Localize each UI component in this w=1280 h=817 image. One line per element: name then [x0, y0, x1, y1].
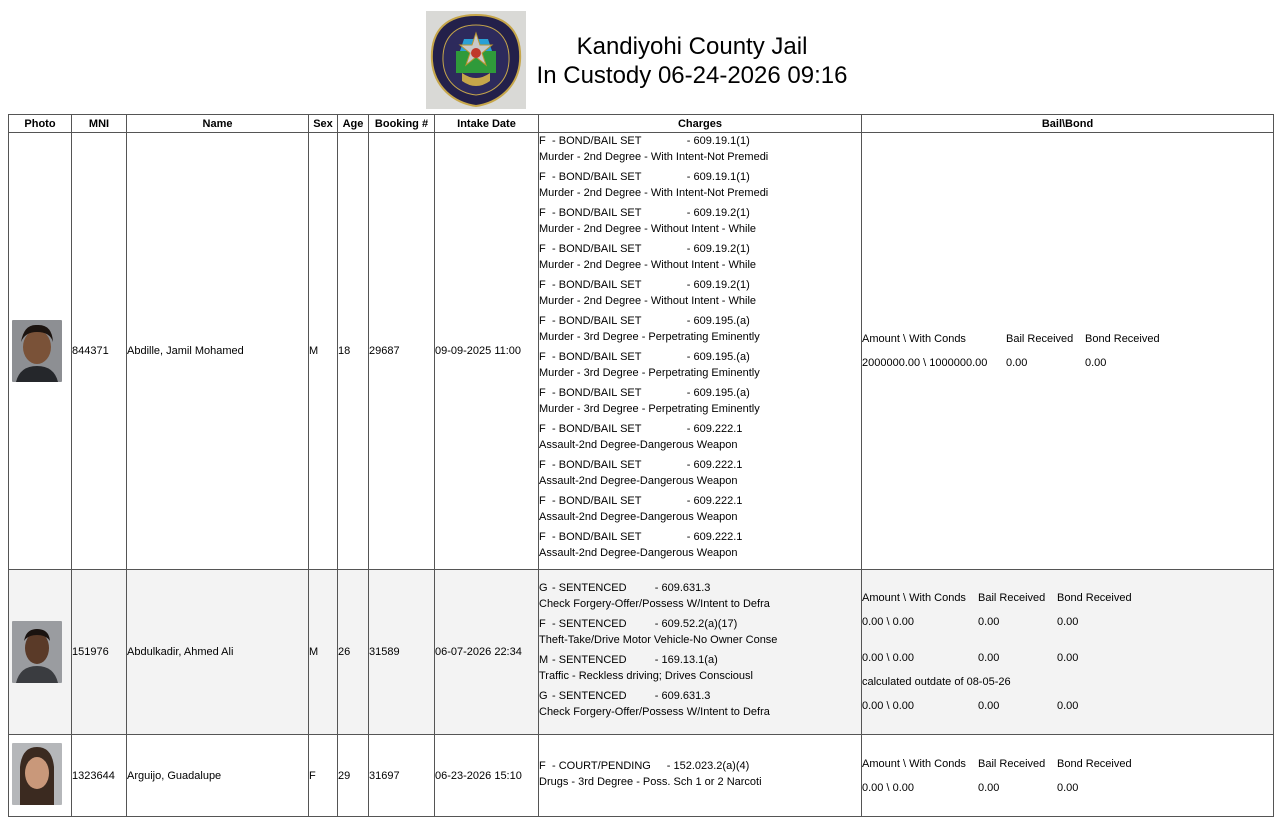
charge-status: BOND/BAIL SET	[558, 531, 642, 543]
charge-level: F	[539, 618, 546, 630]
bail-amount-header: Amount \ With Conds	[862, 757, 966, 770]
bail-received-header: Bail Received	[978, 757, 1046, 770]
charges-cell	[539, 570, 862, 735]
charge-status: BOND/BAIL SET	[558, 135, 642, 147]
col-header-photo: Photo	[9, 115, 72, 133]
charge-description: Murder - 2nd Degree - Without Intent - While	[539, 259, 757, 271]
charge-item: G - SENTENCED - 609.631.3 Check Forgery-Offer/Possess W/Intent to Defra	[539, 688, 861, 720]
col-header-sex: Sex	[309, 115, 338, 133]
charge-level: F	[539, 495, 546, 507]
table-header-row	[9, 115, 1274, 133]
charge-item: F - BOND/BAIL SET - 609.222.1 Assault-2nd Degree-Dangerous Weapon	[539, 421, 861, 453]
charge-item: F - BOND/BAIL SET - 609.195.(a) Murder - 3rd Degree - Perpetrating Eminently	[539, 349, 861, 381]
charge-status: SENTENCED	[558, 654, 627, 666]
bail-amount: 0.00 \ 0.00	[862, 616, 914, 628]
bail-header-row	[862, 586, 1273, 610]
report-header	[0, 0, 1280, 114]
charge-description: Murder - 2nd Degree - Without Intent - While	[539, 223, 757, 235]
bail-header-row	[862, 752, 1273, 776]
charge-statute: 609.195.(a)	[693, 351, 750, 363]
jail-name: Kandiyohi County Jail	[576, 33, 808, 60]
charge-statute: 609.19.1(1)	[693, 171, 750, 183]
intake-date-cell: 06-23-2026 15:10	[435, 735, 539, 817]
col-header-intake-date: Intake Date	[435, 115, 539, 133]
charge-statute: 169.13.1(a)	[661, 654, 718, 666]
charge-item: M - SENTENCED - 169.13.1(a) Traffic - Reckless driving; Drives Consciousl	[539, 652, 861, 684]
charge-item: F - BOND/BAIL SET - 609.195.(a) Murder - 3rd Degree - Perpetrating Eminently	[539, 385, 861, 417]
age-cell: 18	[338, 133, 369, 570]
bail-amount-header: Amount \ With Conds	[862, 592, 966, 604]
age-cell: 26	[338, 570, 369, 735]
bail-received: 0.00	[978, 700, 1000, 712]
charge-description: Murder - 3rd Degree - Perpetrating Eminently	[539, 331, 760, 343]
charge-level: M	[539, 654, 549, 666]
bail-received: 0.00	[978, 616, 1000, 628]
booking-cell: 31589	[369, 570, 435, 735]
charge-level: G	[539, 582, 548, 594]
bond-received: 0.00	[1057, 700, 1079, 712]
table-row	[9, 133, 1274, 570]
charge-level: F	[539, 387, 546, 399]
bond-received-header: Bond Received	[1057, 592, 1132, 604]
col-header-charges: Charges	[539, 115, 862, 133]
bond-received-header: Bond Received	[1085, 333, 1160, 345]
charge-item: F - BOND/BAIL SET - 609.222.1 Assault-2nd Degree-Dangerous Weapon	[539, 457, 861, 489]
charge-statute: 609.631.3	[661, 582, 711, 594]
charge-description: Traffic - Reckless driving; Drives Consciousl	[539, 670, 753, 682]
charge-status: SENTENCED	[558, 582, 627, 594]
age-cell: 29	[338, 735, 369, 817]
col-header-bail-bond: Bail\Bond	[862, 115, 1274, 133]
bail-amount: 0.00 \ 0.00	[862, 781, 914, 794]
sex-cell: F	[309, 735, 338, 817]
bail-row	[862, 776, 1273, 800]
charge-status: BOND/BAIL SET	[558, 279, 642, 291]
bail-row	[862, 694, 1273, 718]
bail-row	[862, 610, 1273, 634]
charge-item: G - SENTENCED - 609.631.3 Check Forgery-Offer/Possess W/Intent to Defra	[539, 580, 861, 612]
col-header-age: Age	[338, 115, 369, 133]
charge-item: F - BOND/BAIL SET - 609.19.1(1) Murder - 2nd Degree - With Intent-Not Premedi	[539, 133, 861, 165]
charge-level: F	[539, 279, 546, 291]
charge-description: Murder - 3rd Degree - Perpetrating Eminently	[539, 367, 760, 379]
charge-level: F	[539, 135, 546, 147]
bond-received-header: Bond Received	[1057, 757, 1132, 770]
name-cell: Abdulkadir, Ahmed Ali	[127, 570, 309, 735]
bail-row	[862, 634, 1273, 646]
charge-status: BOND/BAIL SET	[558, 351, 642, 363]
charge-status: BOND/BAIL SET	[558, 207, 642, 219]
charge-status: COURT/PENDING	[558, 759, 651, 772]
bail-received-header: Bail Received	[978, 592, 1046, 604]
charge-description: Assault-2nd Degree-Dangerous Weapon	[539, 511, 738, 523]
charge-level: F	[539, 207, 546, 219]
charges-cell	[539, 735, 862, 817]
bond-received: 0.00	[1085, 357, 1107, 369]
bail-amount: 0.00 \ 0.00	[862, 700, 914, 712]
inmate-photo[interactable]	[12, 743, 62, 805]
photo-cell	[9, 570, 72, 735]
bail-amount: 0.00 \ 0.00	[862, 652, 914, 664]
charge-statute: 609.19.2(1)	[693, 243, 750, 255]
report-title	[530, 32, 854, 90]
charge-item: F - BOND/BAIL SET - 609.222.1 Assault-2nd Degree-Dangerous Weapon	[539, 493, 861, 525]
intake-date-cell: 09-09-2025 11:00	[435, 133, 539, 570]
charge-item: F - SENTENCED - 609.52.2(a)(17) Theft-Take/Drive Motor Vehicle-No Owner Conse	[539, 616, 861, 648]
charge-item: F - BOND/BAIL SET - 609.222.1 Assault-2nd Degree-Dangerous Weapon	[539, 529, 861, 561]
charge-level: F	[539, 351, 546, 363]
charge-status: BOND/BAIL SET	[558, 459, 642, 471]
bail-bond-cell	[862, 735, 1274, 817]
charge-item: F - BOND/BAIL SET - 609.19.1(1) Murder - 2nd Degree - With Intent-Not Premedi	[539, 169, 861, 201]
charge-statute: 609.222.1	[693, 423, 743, 435]
charge-item: F - BOND/BAIL SET - 609.19.2(1) Murder - 2nd Degree - Without Intent - While	[539, 241, 861, 273]
charge-description: Check Forgery-Offer/Possess W/Intent to Defra	[539, 598, 770, 610]
charge-status: BOND/BAIL SET	[558, 243, 642, 255]
charge-description: Check Forgery-Offer/Possess W/Intent to Defra	[539, 706, 770, 718]
charge-item: F - BOND/BAIL SET - 609.19.2(1) Murder - 2nd Degree - Without Intent - While	[539, 205, 861, 237]
charge-level: F	[539, 531, 546, 543]
inmate-photo[interactable]	[12, 320, 62, 382]
charge-statute: 609.19.1(1)	[693, 135, 750, 147]
charge-statute: 152.023.2(a)(4)	[673, 759, 750, 772]
mni-cell: 151976	[72, 570, 127, 735]
mni-cell: 1323644	[72, 735, 127, 817]
name-cell: Arguijo, Guadalupe	[127, 735, 309, 817]
sheriff-seal-logo	[426, 11, 526, 109]
charge-status: BOND/BAIL SET	[558, 171, 642, 183]
charge-description: Assault-2nd Degree-Dangerous Weapon	[539, 439, 738, 451]
bond-received: 0.00	[1057, 652, 1079, 664]
mni-cell: 844371	[72, 133, 127, 570]
charge-level: F	[539, 423, 546, 435]
bail-row	[862, 646, 1273, 670]
charge-item: F - COURT/PENDING - 152.023.2(a)(4) Drugs - 3rd Degree - Poss. Sch 1 or 2 Narcoti	[539, 758, 861, 790]
charge-statute: 609.195.(a)	[693, 315, 750, 327]
charge-statute: 609.222.1	[693, 459, 743, 471]
charge-level: F	[539, 759, 546, 772]
bail-received-header: Bail Received	[1006, 333, 1074, 345]
inmate-photo[interactable]	[12, 621, 62, 683]
photo-cell	[9, 133, 72, 570]
photo-cell	[9, 735, 72, 817]
charge-level: G	[539, 690, 548, 702]
charge-description: Murder - 2nd Degree - Without Intent - While	[539, 295, 757, 307]
charge-status: BOND/BAIL SET	[558, 387, 642, 399]
charge-statute: 609.19.2(1)	[693, 279, 750, 291]
name-cell: Abdille, Jamil Mohamed	[127, 133, 309, 570]
bail-header-row	[862, 327, 1273, 351]
charge-description: Assault-2nd Degree-Dangerous Weapon	[539, 547, 738, 559]
charge-description: Assault-2nd Degree-Dangerous Weapon	[539, 475, 738, 487]
bond-received: 0.00	[1057, 781, 1079, 794]
charge-status: BOND/BAIL SET	[558, 315, 642, 327]
charge-level: F	[539, 315, 546, 327]
bail-row	[862, 351, 1273, 375]
bail-received: 0.00	[978, 652, 1000, 664]
col-header-booking: Booking #	[369, 115, 435, 133]
table-row	[9, 735, 1274, 817]
custody-timestamp: In Custody 06-24-2026 09:16	[536, 62, 848, 89]
sex-cell: M	[309, 570, 338, 735]
col-header-name: Name	[127, 115, 309, 133]
charge-description: Murder - 2nd Degree - With Intent-Not Premedi	[539, 151, 769, 163]
charge-description: Murder - 2nd Degree - With Intent-Not Premedi	[539, 187, 769, 199]
bail-amount: 2000000.00 \ 1000000.00	[862, 357, 988, 369]
bond-received: 0.00	[1057, 616, 1079, 628]
charge-statute: 609.19.2(1)	[693, 207, 750, 219]
charge-statute: 609.195.(a)	[693, 387, 750, 399]
charge-statute: 609.52.2(a)(17)	[661, 618, 738, 630]
inmate-table	[8, 114, 1274, 817]
charge-statute: 609.222.1	[693, 531, 743, 543]
charge-statute: 609.631.3	[661, 690, 711, 702]
charge-description: Murder - 3rd Degree - Perpetrating Eminently	[539, 403, 760, 415]
charge-level: F	[539, 171, 546, 183]
booking-cell: 31697	[369, 735, 435, 817]
intake-date-cell: 06-07-2026 22:34	[435, 570, 539, 735]
charge-description: Drugs - 3rd Degree - Poss. Sch 1 or 2 Narcoti	[539, 775, 762, 788]
bail-received: 0.00	[978, 781, 1000, 794]
charge-status: SENTENCED	[558, 618, 627, 630]
charge-status: SENTENCED	[558, 690, 627, 702]
charge-level: F	[539, 243, 546, 255]
bail-bond-cell	[862, 570, 1274, 735]
bail-note: calculated outdate of 08-05-26	[862, 676, 1011, 688]
sex-cell: M	[309, 133, 338, 570]
charge-statute: 609.222.1	[693, 495, 743, 507]
charge-item: F - BOND/BAIL SET - 609.195.(a) Murder - 3rd Degree - Perpetrating Eminently	[539, 313, 861, 345]
col-header-mni: MNI	[72, 115, 127, 133]
charges-cell	[539, 133, 862, 570]
booking-cell: 29687	[369, 133, 435, 570]
bail-amount-header: Amount \ With Conds	[862, 333, 966, 345]
charge-status: BOND/BAIL SET	[558, 423, 642, 435]
charge-level: F	[539, 459, 546, 471]
table-row	[9, 570, 1274, 735]
charge-description: Theft-Take/Drive Motor Vehicle-No Owner Conse	[539, 634, 778, 646]
charge-status: BOND/BAIL SET	[558, 495, 642, 507]
bail-received: 0.00	[1006, 357, 1028, 369]
charge-item: F - BOND/BAIL SET - 609.19.2(1) Murder - 2nd Degree - Without Intent - While	[539, 277, 861, 309]
bail-bond-cell	[862, 133, 1274, 570]
